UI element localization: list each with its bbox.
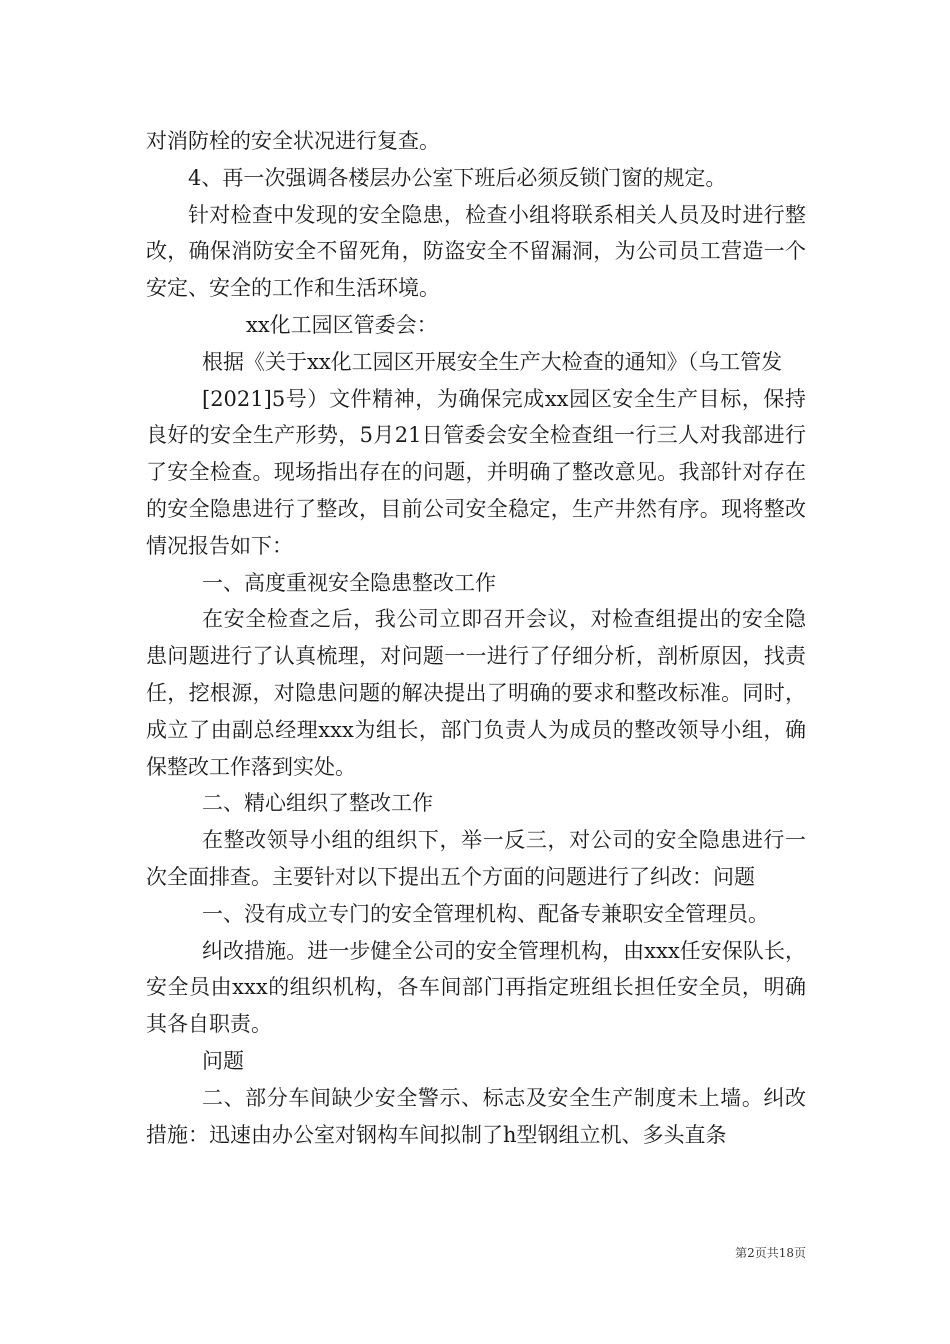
paragraph-addressee: xx化工园区管委会： [246, 312, 438, 337]
heading-section-one: 一、高度重视安全隐患整改工作 [202, 570, 496, 595]
paragraph-notice-reference: 根据《关于xx化工园区开展安全生产大检查的通知》（乌工管发 [202, 349, 783, 374]
paragraph-full-inspection: 在整改领导小组的组织下，举一反三，对公司的安全隐患进行一次全面排查。主要针对以下提出五个方面的问题进行了纠改：问题 [146, 828, 806, 889]
page-number-footer: 第2页共18页 [735, 1246, 806, 1260]
paragraph-lock-doors-rule: 4、再一次强调各楼层办公室下班后必须反锁门窗的规定。 [188, 165, 727, 190]
paragraph-problem-one: 一、没有成立专门的安全管理机构、配备专兼职安全管理员。 [202, 901, 769, 926]
paragraph-hazard-rectification: 针对检查中发现的安全隐患，检查小组将联系相关人员及时进行整改，确保消防安全不留死角，防盗安全不留漏洞，为公司员工营造一个安定、安全的工作和生活环境。 [146, 202, 806, 301]
paragraph-fire-hydrant-check: 对消防栓的安全状况进行复查。 [146, 129, 440, 153]
paragraph-problem-label: 问题 [202, 1048, 244, 1073]
heading-section-two: 二、精心组织了整改工作 [202, 791, 433, 816]
paragraph-problem-two: 二、部分车间缺少安全警示、标志及安全生产制度未上墙。纠改措施：迅速由办公室对钢构车间拟制了h型钢组立机、多头直条 [146, 1085, 806, 1147]
document-body [146, 123, 806, 1153]
paragraph-after-inspection: 在安全检查之后，我公司立即召开会议，对检查组提出的安全隐患问题进行了认真梳理，对问题一一进行了仔细分析，剖析原因，找责任，挖根源，对隐患问题的解决提出了明确的要求和整改标准。同时，成立了由副总经理xxx为组长，部门负责人为成员的整改领导小组，确保整改工作落到实处。 [146, 607, 806, 779]
paragraph-document-spirit: [2021]5号）文件精神，为确保完成xx园区安全生产目标，保持良好的安全生产形势，5月21日管委会安全检查组一行三人对我部进行了安全检查。现场指出存在的问题，并明确了整改意见。我部针对存在的安全隐患进行了整改，目前公司安全稳定，生产井然有序。现将整改情况报告如下： [146, 386, 806, 558]
paragraph-measures-one: 纠改措施。进一步健全公司的安全管理机构，由xxx任安保队长，安全员由xxx的组织机构，各车间部门再指定班组长担任安全员，明确其各自职责。 [146, 938, 806, 1037]
